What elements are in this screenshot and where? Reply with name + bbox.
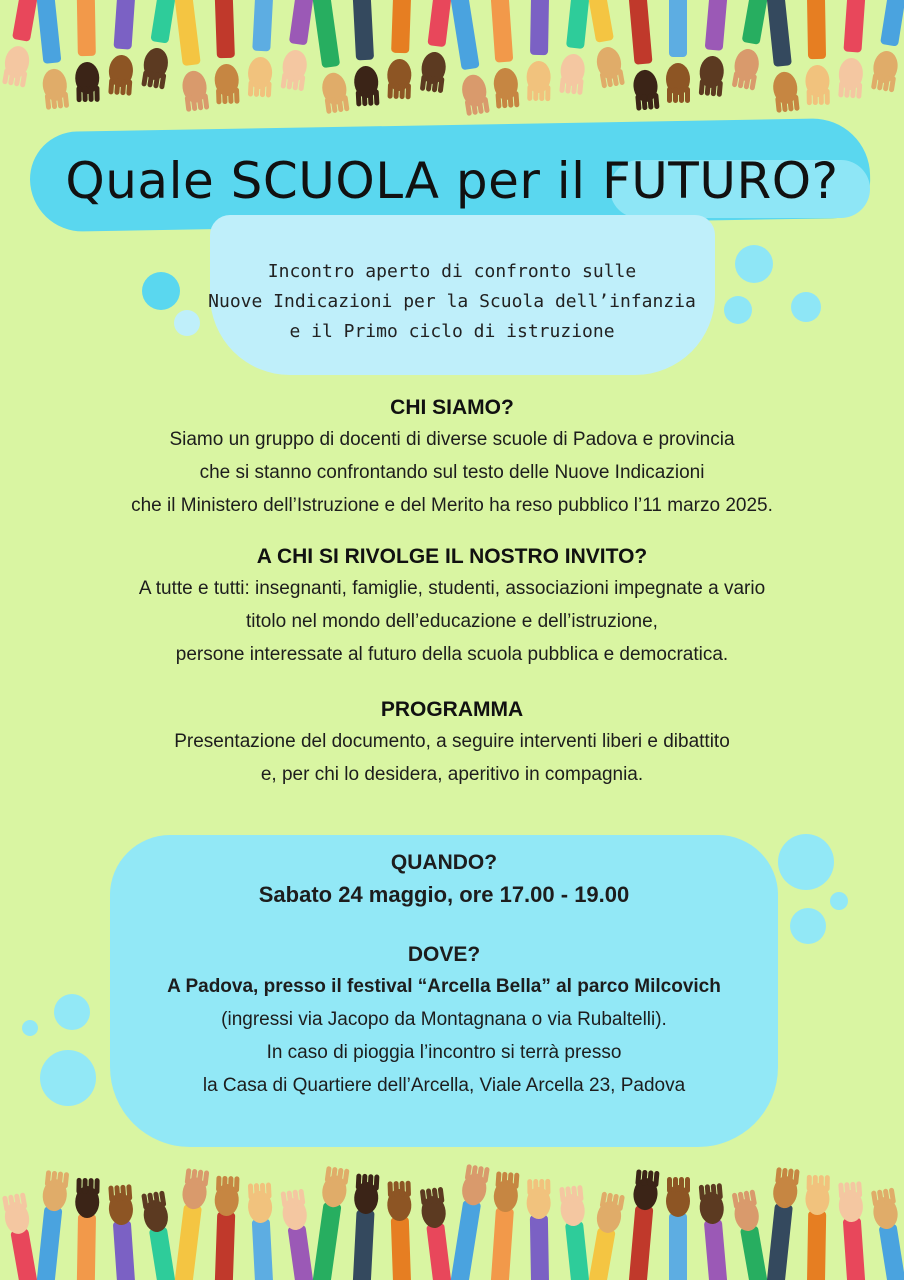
hand-icon <box>558 1185 593 1280</box>
hand-icon <box>247 0 277 98</box>
hand-icon <box>212 1176 240 1280</box>
hand-icon <box>171 1168 210 1280</box>
hand-icon <box>33 1170 69 1280</box>
hand-icon <box>837 1181 868 1280</box>
section-invito <box>0 542 904 671</box>
hand-icon <box>309 0 350 114</box>
hand-icon <box>698 0 731 97</box>
hand-icon <box>698 1183 731 1280</box>
page-title: Quale SCUOLA per il FUTURO? <box>65 152 839 210</box>
hand-icon <box>171 0 210 112</box>
hand-icon <box>487 0 519 109</box>
hand-icon <box>804 1175 830 1280</box>
when-heading: QUANDO? <box>390 851 498 874</box>
hand-icon <box>731 0 772 91</box>
hand-icon <box>279 1189 317 1280</box>
where-section <box>110 940 778 1102</box>
hand-icon <box>212 0 240 104</box>
hand-icon <box>526 1179 552 1280</box>
decorative-bubble <box>22 1020 38 1036</box>
hand-icon <box>74 0 100 102</box>
hand-icon <box>349 1173 379 1280</box>
hand-icon <box>837 0 868 99</box>
section-heading: PROGRAMMA <box>380 698 524 721</box>
hand-icon <box>625 1169 659 1280</box>
section-heading: A CHI SI RIVOLGE IL NOSTRO INVITO? <box>256 545 648 568</box>
decorative-bubble <box>790 908 826 944</box>
hand-icon <box>447 0 490 116</box>
event-place: A Padova, presso il festival “Arcella Bella” al parco Milcovich <box>167 976 721 997</box>
raised-hands-top-decoration <box>0 0 904 120</box>
where-line: la Casa di Quartiere dell’Arcella, Viale Arcella 23, Padova <box>202 1075 686 1096</box>
section-line: persone interessate al futuro della scuola pubblica e democratica. <box>175 644 729 665</box>
hand-icon <box>107 0 138 96</box>
section-programma <box>0 695 904 791</box>
hand-icon <box>386 0 414 99</box>
hand-icon <box>870 1188 904 1280</box>
hand-icon <box>247 1182 277 1280</box>
where-line: In caso di pioggia l’incontro si terrà presso <box>266 1042 622 1063</box>
where-heading: DOVE? <box>407 943 481 966</box>
hand-icon <box>33 0 69 110</box>
hand-icon <box>419 1187 455 1280</box>
section-line: A tutte e tutti: insegnanti, famiglie, studenti, associazioni impegnate a vario <box>138 578 766 599</box>
hand-icon <box>309 1166 350 1280</box>
hand-icon <box>349 0 379 107</box>
subtitle-line: Incontro aperto di confronto sulle <box>267 261 637 282</box>
hand-icon <box>870 0 904 92</box>
subtitle <box>0 257 904 347</box>
section-line: titolo nel mondo dell’educazione e dell’istruzione, <box>246 611 658 632</box>
section-line: che si stanno confrontando sul testo delle Nuove Indicazioni <box>199 462 705 483</box>
hand-icon <box>74 1178 100 1280</box>
hand-icon <box>666 1177 690 1280</box>
decorative-bubble <box>40 1050 96 1106</box>
hand-icon <box>558 0 593 95</box>
subtitle-line: e il Primo ciclo di istruzione <box>289 321 615 342</box>
hand-icon <box>625 0 659 111</box>
decorative-bubble <box>830 892 848 910</box>
section-line: Siamo un gruppo di docenti di diverse scuole di Padova e provincia <box>169 429 735 450</box>
hand-icon <box>731 1189 772 1280</box>
hand-icon <box>763 0 800 113</box>
hand-icon <box>107 1184 138 1280</box>
hand-icon <box>1 0 41 88</box>
raised-hands-bottom-decoration <box>0 1160 904 1280</box>
hand-icon <box>140 0 179 90</box>
hand-icon <box>804 0 830 105</box>
subtitle-line: Nuove Indicazioni per la Scuola dell’infanzia <box>208 291 696 312</box>
hand-icon <box>386 1181 414 1280</box>
event-date-time: Sabato 24 maggio, ore 17.00 - 19.00 <box>258 882 630 907</box>
hand-icon <box>447 1164 490 1280</box>
hand-icon <box>526 0 552 101</box>
section-heading: CHI SIAMO? <box>390 396 514 419</box>
hand-icon <box>279 0 317 91</box>
hand-icon <box>1 1192 41 1280</box>
decorative-bubble <box>778 834 834 890</box>
hand-icon <box>584 1191 624 1280</box>
hand-icon <box>140 1190 179 1280</box>
decorative-bubble <box>54 994 90 1030</box>
where-line: (ingressi via Jacopo da Montagnana o via Rubaltelli). <box>221 1009 667 1030</box>
section-line: e, per chi lo desidera, aperitivo in compagnia. <box>260 764 644 785</box>
hand-icon <box>584 0 624 89</box>
section-chi-siamo <box>0 393 904 522</box>
hand-icon <box>487 1171 519 1280</box>
hand-icon <box>419 0 455 93</box>
section-line: Presentazione del documento, a seguire interventi liberi e dibattito <box>174 731 730 752</box>
hand-icon <box>763 1167 800 1280</box>
section-line: che il Ministero dell’Istruzione e del Merito ha reso pubblico l’11 marzo 2025. <box>131 495 773 516</box>
hand-icon <box>666 0 690 103</box>
when-section <box>110 848 778 912</box>
